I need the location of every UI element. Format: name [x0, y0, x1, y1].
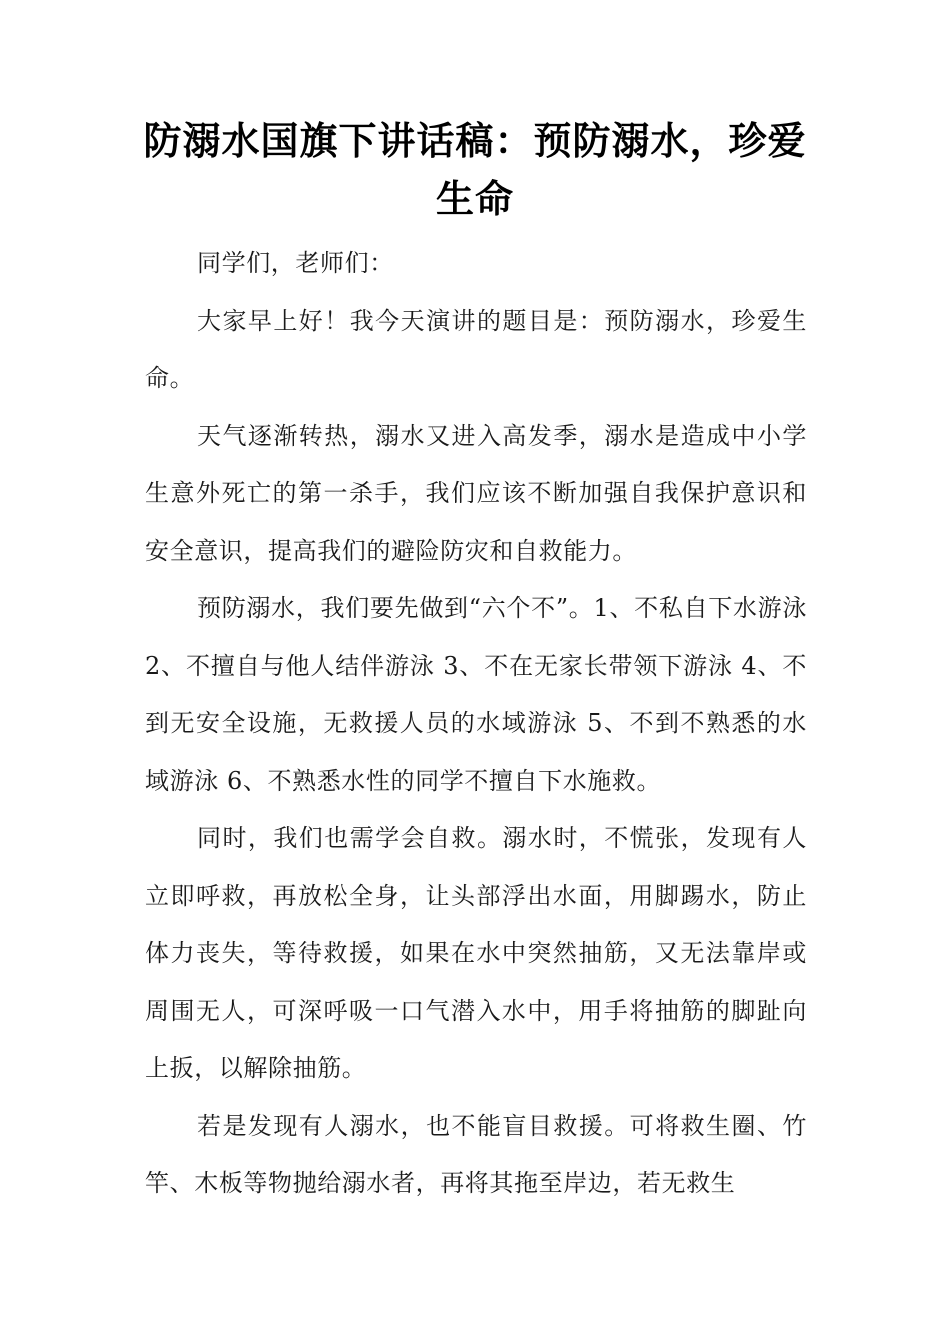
paragraph-rescue-others: 若是发现有人溺水，也不能盲目救援。可将救生圈、竹竿、木板等物抛给溺水者，再将其拖至岸边，若无救生 [145, 1111, 807, 1197]
paragraph-six-rules: 预防溺水，我们要先做到“六个不”。1、不私自下水游泳 2、不擅自与他人结伴游泳 3、不在无家长带领下游泳 4、不到无安全设施，无救援人员的水域游泳 5、不到不熟悉的水域游泳 6、不熟悉水性的同学不擅自下水施救。 [145, 594, 807, 795]
paragraph-background: 天气逐渐转热，溺水又进入高发季，溺水是造成中小学生意外死亡的第一杀手，我们应该不断加强自我保护意识和安全意识，提高我们的避险防灾和自救能力。 [145, 421, 807, 565]
document-title: 防溺水国旗下讲话稿：预防溺水，珍爱生命 [143, 119, 807, 221]
document-body [145, 235, 807, 1213]
paragraph-intro: 大家早上好！我今天演讲的题目是：预防溺水，珍爱生命。 [145, 306, 807, 392]
paragraph-greeting: 同学们，老师们： [197, 249, 394, 277]
paragraph-self-rescue: 同时，我们也需学会自救。溺水时，不慌张，发现有人立即呼救，再放松全身，让头部浮出水面，用脚踢水，防止体力丧失，等待救援，如果在水中突然抽筋，又无法靠岸或周围无人，可深呼吸一口气潜入水中，用手将抽筋的脚趾向上扳，以解除抽筋。 [145, 824, 807, 1082]
